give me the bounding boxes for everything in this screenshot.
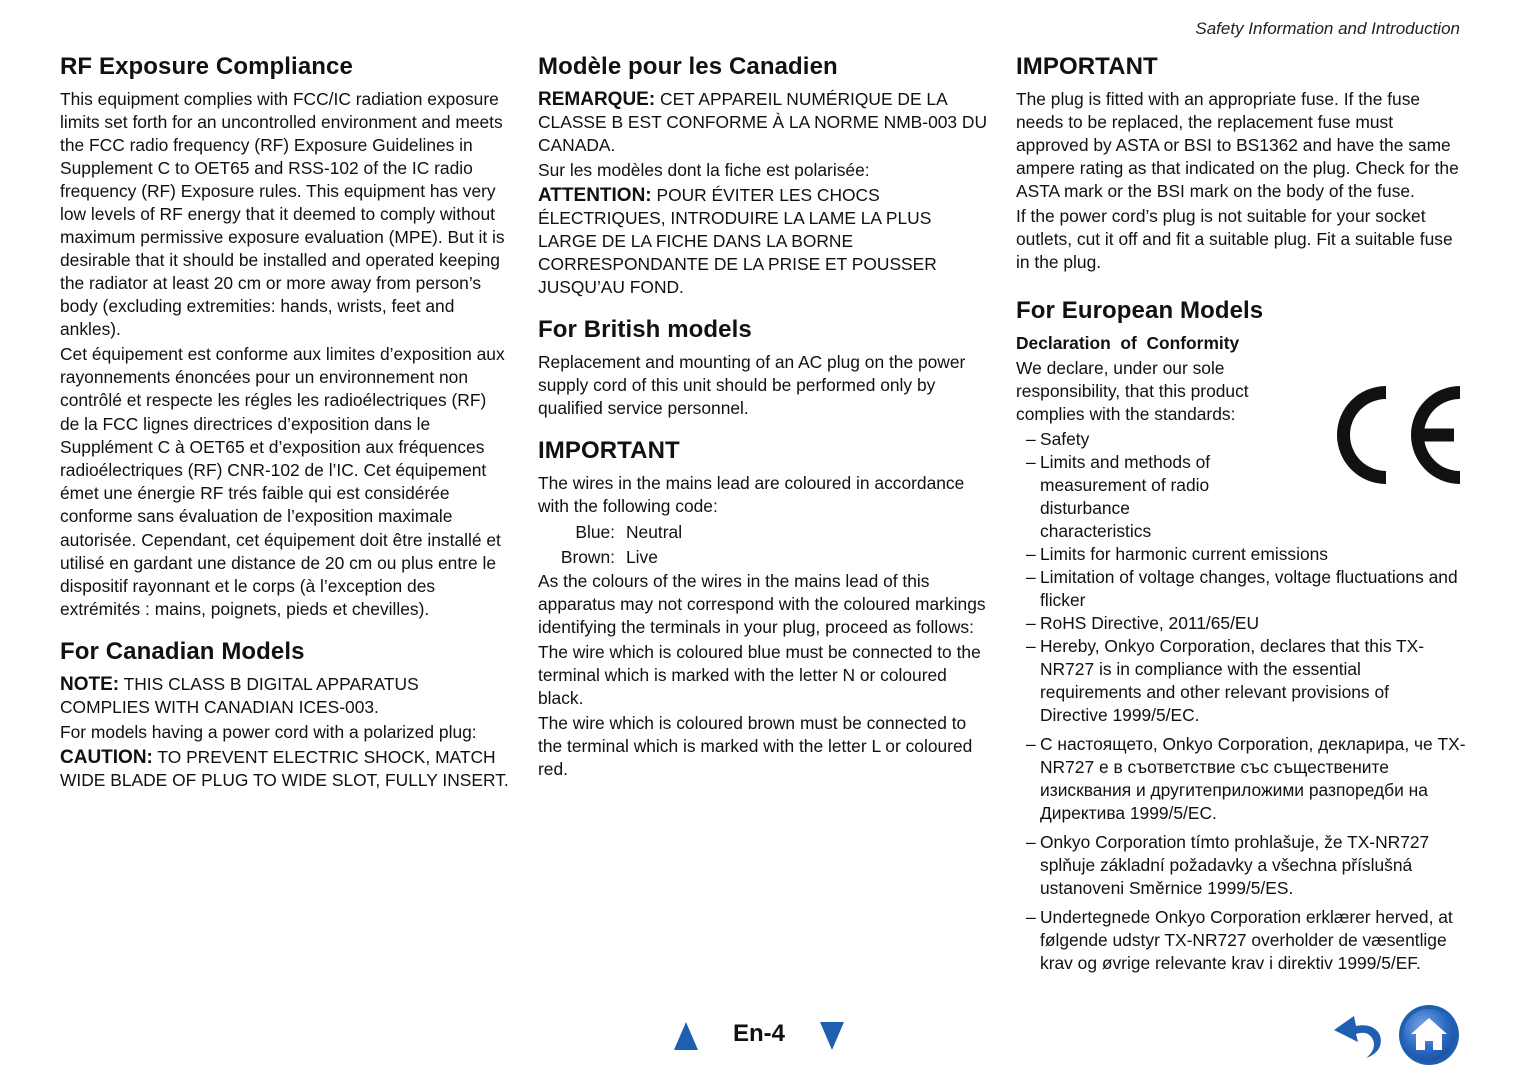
list-item: – Limits and methods of measurement of radio disturbance characteristics: [1016, 451, 1230, 543]
remarque-text: CET APPAREIL NUMÉRIQUE DE LA CLASSE B EST CONFORME À LA NORME NMB-003 DU CANADA.: [538, 89, 988, 155]
remarque-paragraph: [538, 88, 988, 157]
section-heading: RF Exposure Compliance: [60, 53, 353, 80]
remarque-label: REMARQUE:: [538, 89, 656, 110]
rf-paragraph-en: This equipment complies with FCC/IC radiation exposure limits set forth for an uncontrolled environment and meets the FCC radio frequency (RF) Exposure Guidelines in Supplement C to OET65 and RSS-102 of the IC radio frequency (RF) Exposure rules. This equipment has very low levels of RF energy that it deemed to comply without maximum permissive exposure evaluation (MPE). But it is desirable that it should be installed and operated keeping the radiator at least 20 cm or more away from person’s body (excluding extremities: hands, wrists, feet and ankles).: [60, 89, 505, 339]
standards-list: [1016, 428, 1466, 975]
note-paragraph: [60, 673, 510, 719]
ce-mark-icon: [1326, 386, 1460, 484]
wires-paragraph: As the colours of the wires in the mains lead of this apparatus may not correspond with the coloured markings identifying the terminals in your plug, proceed as follows:: [538, 571, 986, 637]
list-item: – Limitation of voltage changes, voltage fluctuations and flicker: [1016, 566, 1466, 612]
list-item: – Hereby, Onkyo Corporation, declares that this TX-NR727 is in compliance with the essential requirements and other relevant provisions of Directive 1999/5/EC.: [1016, 635, 1440, 727]
rf-paragraph-fr: Cet équipement est conforme aux limites d’exposition aux rayonnements énoncées pour un environnement non contrôlé et respecte les régles les radioélectriques (RF) de la FCC lignes directrices d’exposition dans le Supplément C à OET65 et d’exposition aux fréquences radioélectriques (RF) CNR-102 de l’IC. Cet équipement émet une énergie RF trés faible qui est considérée conforme sans évaluation de l’exposition maximale autorisée. Cependant, cet équipement doit être installé et utilisé en gardant une distance de 20 cm ou plus entre le dispositif rayonnant et le corps (à l’exception des extrémités : mains, poignets, pieds et chevilles).: [60, 344, 505, 620]
attention-paragraph: [538, 184, 988, 299]
british-paragraph: Replacement and mounting of an AC plug on the power supply cord of this unit should be performed only by qualified service personnel.: [538, 352, 966, 418]
home-icon[interactable]: [1398, 1004, 1460, 1066]
section-heading: For European Models: [1016, 297, 1264, 324]
fuse-paragraph: The plug is fitted with an appropriate fuse. If the fuse needs to be replaced, the replacement fuse must approved by ASTA or BSI to BS1362 and have the same ampere rating as that indicated on the plug. Check for the ASTA mark or the BSI mark on the body of the fuse.: [1016, 89, 1459, 201]
list-item: – RoHS Directive, 2011/65/EU: [1016, 612, 1466, 635]
wire-function: Live: [626, 547, 658, 567]
wire-color-label: Brown:: [560, 547, 615, 567]
note-label: NOTE:: [60, 674, 120, 696]
wires-intro: The wires in the mains lead are coloured in accordance with the following code:: [538, 473, 965, 516]
canadian-models-section: [60, 637, 510, 792]
important-wires-section: [538, 436, 988, 781]
caution-paragraph: [60, 746, 510, 792]
canadien-section: [538, 52, 988, 299]
wires-paragraph: The wire which is coloured blue must be connected to the terminal which is marked with the letter N or coloured black.: [538, 642, 981, 708]
section-heading: IMPORTANT: [538, 437, 680, 464]
footer-navigation: [0, 1018, 1518, 1058]
british-models-section: [538, 315, 988, 420]
column-3: [1016, 52, 1466, 975]
important-fuse-section: [1016, 52, 1466, 274]
declaration-subheading: Declaration of Conformity: [1016, 333, 1240, 353]
attention-text: POUR ÉVITER LES CHOCS ÉLECTRIQUES, INTRODUIRE LA LAME LA PLUS LARGE DE LA FICHE DANS LA BORNE CORRESPONDANTE DE LA PRISE ET POUSSER JUSQU’AU FOND.: [538, 185, 937, 297]
column-2: [538, 52, 988, 783]
list-item: – Undertegnede Onkyo Corporation erklærer herved, at følgende udstyr TX-NR727 overholder de væsentlige krav og øvrige relevante krav i direktiv 1999/5/EF.: [1016, 906, 1466, 975]
attention-label: ATTENTION:: [538, 185, 652, 206]
caution-text: TO PREVENT ELECTRIC SHOCK, MATCH WIDE BLADE OF PLUG TO WIDE SLOT, FULLY INSERT.: [60, 747, 509, 791]
fuse-paragraph: If the power cord’s plug is not suitable for your socket outlets, cut it off and fit a suitable plug. Fit a suitable fuse in the plug.: [1016, 206, 1453, 272]
wires-paragraph: The wire which is coloured brown must be connected to the terminal which is marked with the letter L or coloured red.: [538, 713, 973, 779]
list-item: – Safety: [1016, 428, 1466, 451]
section-heading: For British models: [538, 316, 752, 343]
declaration-intro: We declare, under our sole responsibility, that this product complies with the standards:: [1016, 358, 1249, 424]
list-item: – Onkyo Corporation tímto prohlašuje, že TX-NR727 splňuje základní požadavky a všechna příslušná ustanoveni Směrnice 1999/5/ES.: [1016, 831, 1460, 900]
running-head: Safety Information and Introduction: [1195, 19, 1460, 38]
wire-color-label: Blue:: [575, 522, 615, 542]
section-heading: Modèle pour les Canadien: [538, 53, 838, 80]
section-heading: IMPORTANT: [1016, 53, 1158, 80]
prev-page-triangle-up-icon[interactable]: [674, 1022, 698, 1050]
wire-code-row: [538, 545, 988, 570]
next-page-triangle-down-icon[interactable]: [820, 1022, 844, 1050]
rf-exposure-section: [60, 52, 510, 621]
section-heading: For Canadian Models: [60, 638, 305, 666]
note-text: THIS CLASS B DIGITAL APPARATUS COMPLIES WITH CANADIAN ICES-003.: [60, 674, 419, 718]
polarized-paragraph: For models having a power cord with a polarized plug:: [60, 722, 477, 743]
list-item: – С настоящето, Onkyo Corporation, декларира, че TX-NR727 е в съответствие със съществените изисквания и другитеприложими разпоредби на Директива 1999/5/ЕС.: [1016, 733, 1466, 825]
caution-label: CAUTION:: [60, 747, 153, 769]
list-item: – Limits for harmonic current emissions: [1016, 543, 1466, 566]
column-1: [60, 52, 510, 794]
wire-function: Neutral: [626, 522, 683, 542]
wire-code-row: [538, 520, 988, 545]
polarisee-paragraph: Sur les modèles dont la fiche est polarisée:: [538, 160, 870, 180]
back-return-arrow-icon[interactable]: [1332, 1012, 1386, 1060]
page-number: En-4: [733, 1020, 786, 1047]
